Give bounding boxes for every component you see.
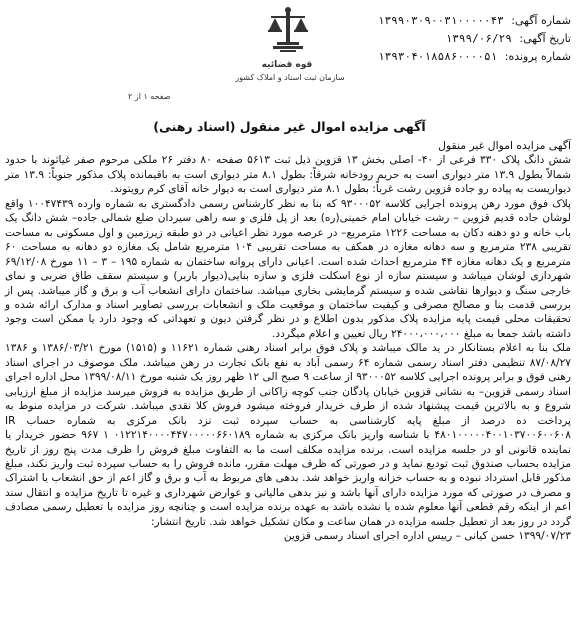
org-name-primary: قوه قضائیه bbox=[261, 60, 313, 70]
page-indicator: صفحه ۱ از ۲ bbox=[128, 92, 171, 101]
ad-date-label: تاریخ آگهی: bbox=[519, 32, 571, 45]
org-name-secondary: سازمان ثبت اسناد و املاک کشور bbox=[235, 73, 345, 82]
ad-number-row bbox=[311, 14, 571, 27]
notice-subtitle: آگهی مزایده اموال غیر منقول bbox=[438, 139, 571, 152]
ad-date-row bbox=[311, 32, 571, 45]
notice-body bbox=[5, 139, 571, 544]
case-number-label: شماره پرونده: bbox=[504, 50, 571, 63]
ad-number-label: شماره آگهی: bbox=[511, 14, 571, 27]
paragraph-auction-terms: ملک بنا به اعلام بستانکار در ید مالک میباشد و پلاک فوق برابر اسناد رهنی شماره ۱۱۶۲۱ و (۱۵۱۵) مورخ ۱۳۸۶/۰۳/۲۱ و ۱۳۸۶ ۸۷/۰۸/۲۷ تنظیمی دفتر اسناد رسمی شماره ۶۴ رسمی آباد به نفع بانک تجارت در رهن میباشد. ملک موصوف در اجرای اسناد رهنی فوق و برابر پرونده اجرایی کلاسه ۹۳۰۰۰۵۲ از ساعت ۹ صبح الی ۱۲ ظهر روز یک شنبه مورخ ۱۳۹۹/۰۸/۱۱ محل اداره اجرای اسناد رسمی قزوین– به نشانی قزوین خیابان پادگان جنب کوچه زاکانی از طریق مزایده به فروش میرسد مزایده از مبلغ ارزیابی شروع و به بالاترین قیمت پیشنهاد شده از طرف خریدار فروخته میشود فروش کلا نقدی میباشد. شرکت در مزایده منوط به پرداخت ده درصد از مبلغ پایه کارشناسی به حساب سپرده ثبت نزد بانک مرکزی به شماره حساب IR ۴۸۰۱۰۰۰۰۰۴۰۰۱۰۳۷۰۰۶۰۰۶۰۸ با شناسه واریز بانک مرکزی به شماره ۰۱۲۲۱۴۰۰۰۰۴۴۷۰۰۰۰۰۶۶۰۱۸۹ ۱ ۹۶۷ حضور خریدار یا نماینده قانونی او در جلسه مزایده است. برنده مزایده مکلف است ما به التفاوت مبلغ فروش را ظرف مدت پنج روز از تاریخ مزایده بحساب صندوق ثبت تودیع نماید و در صورتی که ظرف مهلت مقرر، مانده فروش را به حساب سپرده ثبت واریز نکند، مبلغ مذکور قابل استرداد نبوده و به حساب خزانه واریز خواهد شد. بدهی های مربوط به آب و برق و گاز اعم از حق انشعاب یا اشتراک و مصرف در صورتی که مورد مزایده دارای آنها باشد و نیز بدهی مالیاتی و عوارض شهرداری و غیره تا تاریخ مزایده و انتقال سند اعم از اینکه رقم قطعی آنها معلوم شده یا نشده باشد به عهده برنده مزایده است و چنانچه روز مزایده با تعطیل رسمی مصادف گردد در روز بعد از تعطیل جلسه مزایده در همان ساعت و مکان تشکیل خواهد شد. تاریخ انتشار: bbox=[5, 342, 572, 528]
judiciary-emblem-icon bbox=[267, 6, 309, 62]
case-number-row bbox=[311, 50, 571, 63]
ad-number-value: ۱۳۹۹۰۳۰۹۰۰۳۱۰۰۰۰۰۴۳ bbox=[377, 14, 504, 27]
page-title: آگهی مزایده اموال غیر منقول (اسناد رهنی) bbox=[153, 119, 426, 134]
case-number-value: ۱۳۹۳۰۴۰۱۸۵۸۶۰۰۰۰۵۱ bbox=[378, 50, 498, 63]
signature-line: ۱۳۹۹/۰۷/۲۳ حسن کیانی – رییس اداره اجرای اسناد رسمی قزوین bbox=[283, 530, 571, 543]
paragraph-appraisal: پلاک فوق مورد رهن پرونده اجرایی کلاسه ۹۳۰۰۰۵۲ که بنا به نظر کارشناس رسمی دادگستری به شماره وارده ۱۰۰۴۷۴۳۹ واقع لوشان جاده قدیم قزوین – رشت خیابان امام خمینی(ره) بعد از پل فلزی و سه راهی سیردان ضلع شمالی جاده– شش دانگ یک باب خانه و دو دهنه دکان به مساحت ۱۲۲۶ مترمربع– در عرصه مورد نظر اعیانی در دو طبقه زیرزمین و اول مسکونی به مساحت تقریبی ۲۳۸ مترمربع و سه دهانه مغازه در همکف به مساحت تقریبی ۱۰۴ مترمربع شامل یک مغازه دو دهانه به مساحت ۶۰ مترمربع و یک دهانه مغازه ۴۴ مترمربع احداث شده است. اعیانی دارای پروانه ساختمان به شماره ۱۹۵ – ۳ – ۱۱ مورخ ۶۹/۱۲/۰۸ شهرداری لوشان میباشد و سیستم سازه از نوع اسکلت فلزی و سازه بنایی(دیوار باربر) و سیستم سقف طاق ضربی و نمای خارجی سنگ و دیوارها نقاشی شده و سیستم گرمایشی بخاری میباشد. ساختمان دارای انشعاب آب و برق و گاز میباشد. پس از بررسی قدمت بنا و مصالح مصرفی و کیفیت ساختمان و موقعیت ملک و انشعابات بررسی تصاویر اسناد و مدارک ارائه شده و تحقیقات محلی قیمت پایه مزایده پلاک مذکور بدون اطلاع و در نظر گرفتن دیون و تعهداتی که وجود دارد یا ممکن است وجود داشته باشد جمعا به مبلغ ۲۴۰۰۰،۰۰۰،۰۰۰ ریال تعیین و اعلام میگردد. bbox=[5, 197, 572, 340]
ad-date-value: ۱۳۹۹/۰۶/۲۹ bbox=[445, 32, 512, 45]
paragraph-property-description: شش دانگ پلاک ۳۳۰ فرعی از ۴۰- اصلی بخش ۱۳ قزوین ذیل ثبت ۵۶۱۳ صفحه ۸۰ دفتر ۲۶ ملکی مرحوم صفر غیاثوند با حدود شمالاً بطول ۱۳.۹ متر دیواری است به حریم رودخانه شرقاً: بطول ۸.۱ متر دیواری است به باقیمانده پلاک مذکور جنوباً: ۱۳.۹ متر دیواریست به پیاده رو جاده قزوین رشت غرباً: بطول ۸.۱ متر دیواری است به دیوار خانه آقای کرم رویتوند. bbox=[5, 154, 571, 196]
